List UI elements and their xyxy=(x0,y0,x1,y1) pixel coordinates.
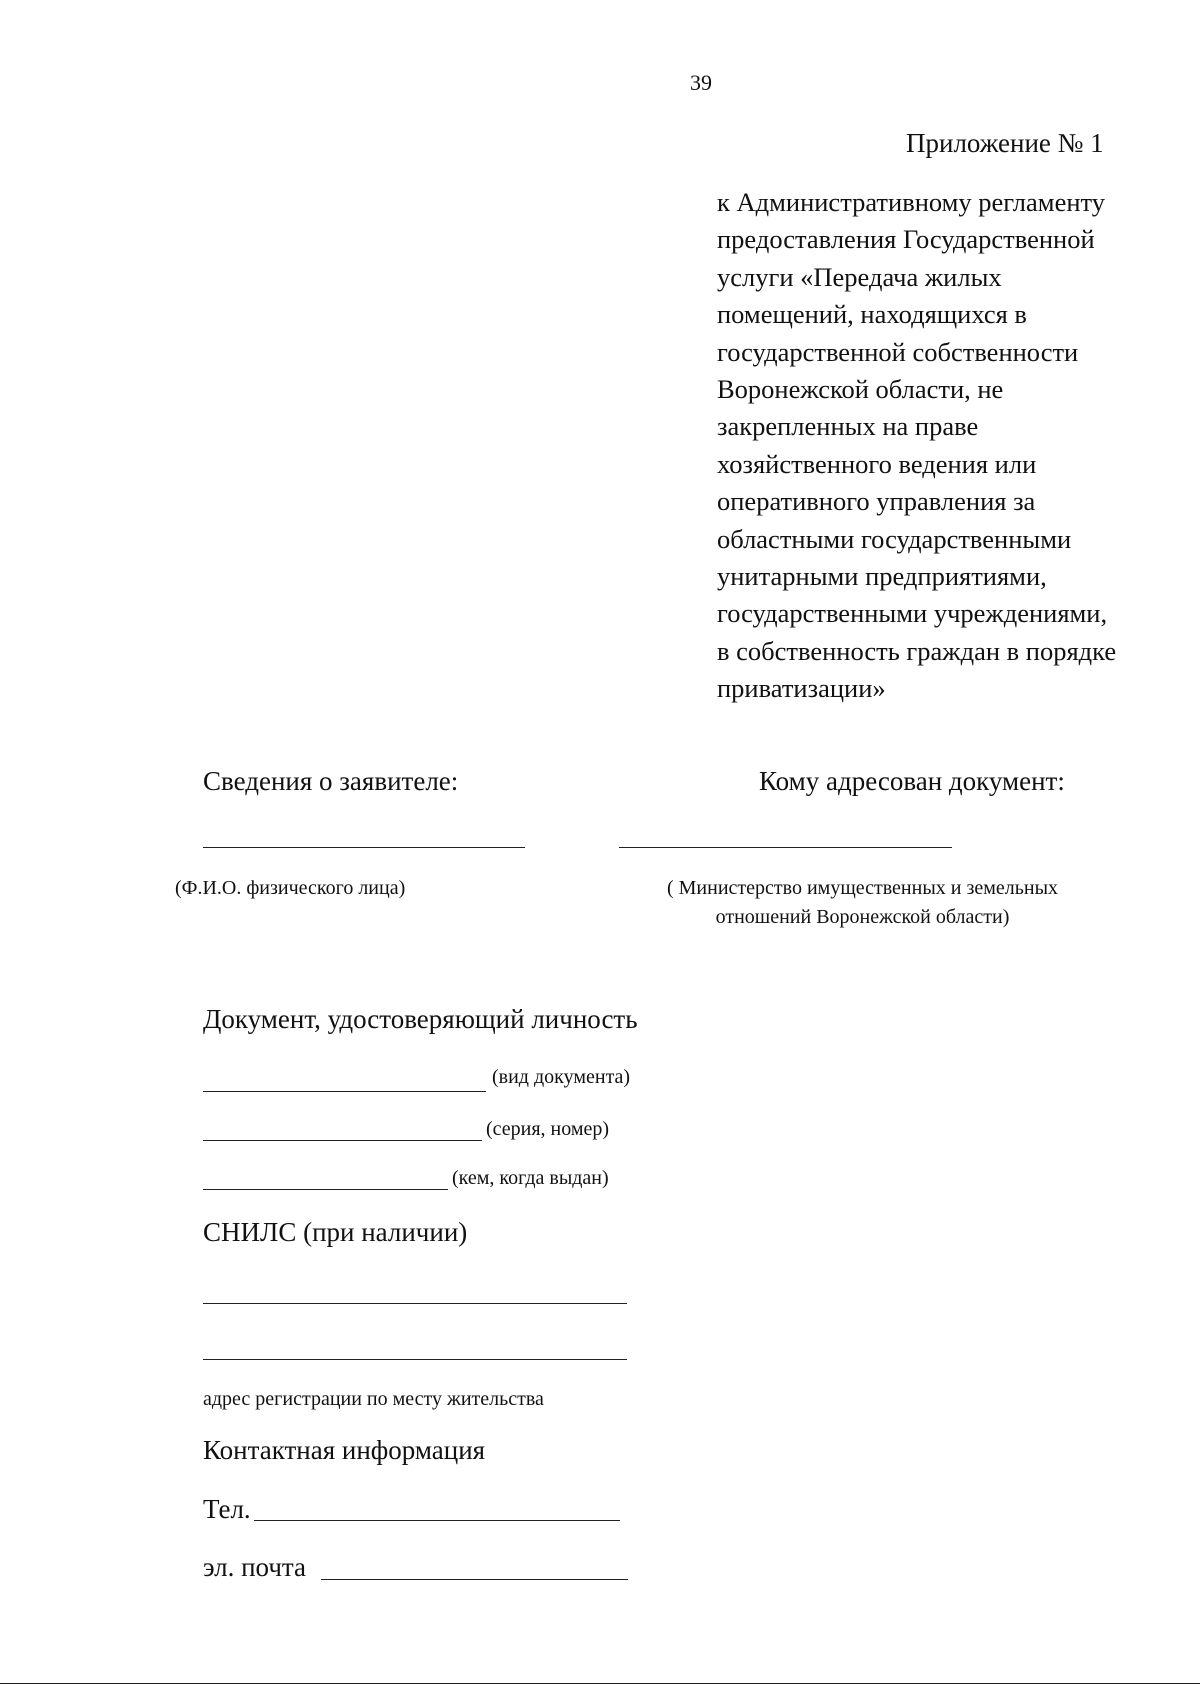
document-issued-field[interactable] xyxy=(203,1189,448,1190)
contact-heading: Контактная информация xyxy=(203,1435,486,1465)
document-number-caption: (серия, номер) xyxy=(486,1118,610,1140)
document-type-field[interactable] xyxy=(203,1091,486,1092)
appendix-line: к Административному регламенту xyxy=(717,187,1105,217)
page-bottom-rule xyxy=(0,1683,1200,1684)
appendix-line: предоставления Государственной xyxy=(717,224,1095,255)
appendix-line: областными государственными xyxy=(717,523,1072,554)
phone-field[interactable] xyxy=(254,1520,620,1521)
email-field[interactable] xyxy=(321,1579,628,1580)
applicant-heading: Сведения о заявителе: xyxy=(203,766,459,796)
snils-field[interactable] xyxy=(203,1303,627,1304)
phone-label: Тел. xyxy=(203,1494,251,1524)
appendix-line: в собственность граждан в порядке xyxy=(717,635,1117,666)
appendix-line: услуги «Передача жилых xyxy=(717,261,1002,292)
appendix-title: Приложение № 1 xyxy=(906,128,1104,158)
registration-address-caption: адрес регистрации по месту жительства xyxy=(203,1388,544,1410)
appendix-line: приватизации» xyxy=(717,673,886,704)
addressee-caption-line1: ( Министерство имущественных и земельных xyxy=(666,877,1059,899)
email-label: эл. почта xyxy=(203,1552,307,1582)
document-type-caption: (вид документа) xyxy=(492,1066,631,1088)
appendix-line: закрепленных на праве xyxy=(717,411,979,442)
appendix-line: государственной собственности xyxy=(717,336,1079,367)
applicant-name-caption: (Ф.И.О. физического лица) xyxy=(175,877,406,899)
identity-document-heading: Документ, удостоверяющий личность xyxy=(203,1004,638,1034)
appendix-description xyxy=(717,184,1187,708)
addressee-caption-line2: отношений Воронежской области) xyxy=(715,906,1010,928)
document-number-field[interactable] xyxy=(203,1140,482,1141)
snils-heading: СНИЛС (при наличии) xyxy=(203,1217,468,1247)
appendix-line: унитарными предприятиями, xyxy=(717,561,1047,592)
appendix-line: помещений, находящихся в xyxy=(717,299,1027,330)
document-issued-caption: (кем, когда выдан) xyxy=(452,1167,609,1189)
applicant-name-field[interactable] xyxy=(203,847,525,848)
addressee-field[interactable] xyxy=(619,847,952,848)
appendix-line: государственными учреждениями, xyxy=(717,598,1108,629)
appendix-line: Воронежской области, не xyxy=(717,374,1004,405)
appendix-line: хозяйственного ведения или xyxy=(717,448,1037,479)
registration-address-field[interactable] xyxy=(203,1359,627,1360)
addressee-heading: Кому адресован документ: xyxy=(759,766,1065,796)
page-number: 39 xyxy=(690,70,712,95)
appendix-line: оперативного управления за xyxy=(717,486,1036,517)
